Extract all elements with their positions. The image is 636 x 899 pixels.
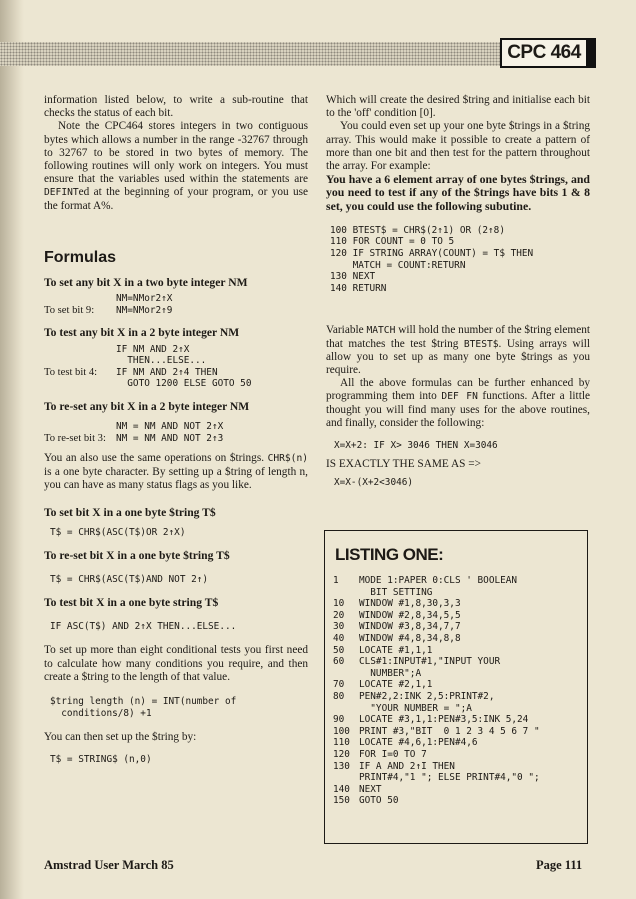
line-number: 1 (333, 575, 339, 586)
line-code: PEN#2,2:INK 2,5:PRINT#2, "YOUR NUMBER = ";A (359, 690, 495, 714)
listing-line (333, 691, 579, 714)
line-number: 120 (333, 748, 350, 760)
create-paragraph: Which will create the desired $tring and initialise each bit to the 'off' condition [0]. (326, 94, 590, 120)
integer-paragraph (44, 120, 308, 212)
formula-title: To set any bit X in a two byte integer NM (44, 276, 248, 290)
line-code: CLS#1:INPUT#1,"INPUT YOUR NUMBER";A (359, 656, 501, 679)
text-span: . Using arrays will allow you to set up as many one byte $trings as you require. (326, 337, 590, 376)
formula-label (44, 293, 116, 305)
formula-code: T$ = CHR$(ASC(T$)AND NOT 2↑) (50, 574, 209, 585)
line-number: 60 (333, 656, 345, 668)
formula-row (44, 367, 308, 390)
text-span: will hold the number of the $tring element that matches the test $tring (326, 324, 590, 350)
formula-code: NM=NMor2↑X (116, 293, 173, 305)
line-code: LOCATE #1,1,1 (359, 644, 433, 656)
line-number: 80 (333, 690, 345, 702)
inline-code: CHR$(n) (267, 453, 308, 465)
boolean-code: X=X-(X+2<3046) (334, 476, 414, 488)
bold-paragraph: You have a 6 element array of one bytes $trings, and you need to test if any of the $trings have bits 1 & 8 set, you could use the following subutine. (326, 172, 590, 213)
length-code: $tring length (n) = INT(number of conditions/8) +1 (50, 696, 237, 719)
line-code: GOTO 50 (359, 795, 399, 807)
clamp-code: X=X+2: IF X> 3046 THEN X=3046 (334, 440, 498, 452)
line-code: WINDOW #1,8,30,3,3 (359, 598, 461, 610)
listing-line (333, 784, 579, 796)
listing-line (333, 737, 579, 749)
page-edge-shadow (0, 0, 24, 899)
listing-line (333, 621, 579, 633)
listing-line (333, 656, 579, 679)
line-code: LOCATE #2,1,1 (359, 679, 433, 691)
line-number: 150 (333, 795, 350, 807)
listing-box (324, 530, 588, 844)
line-number: 90 (333, 714, 345, 726)
listing-title: LISTING ONE: (335, 545, 444, 564)
line-code: LOCATE #4,6,1:PEN#4,6 (359, 737, 478, 749)
text-span: All the above formulas can be further enhanced by programming them into (326, 377, 590, 403)
formula-row (44, 305, 308, 317)
formula-label: To re-set bit 3: (44, 432, 106, 444)
line-code: WINDOW #4,8,34,8,8 (359, 632, 461, 644)
formula-code: IF NM AND 2↑X THEN...ELSE... (116, 343, 207, 367)
formula-label: To test bit 4: (44, 366, 98, 378)
line-number: 50 (333, 644, 345, 656)
formula-code: IF NM AND 2↑4 THEN GOTO 1200 ELSE GOTO 50 (116, 366, 252, 390)
formula-code: NM=NMor2↑9 (116, 304, 173, 316)
text-span: You an also use the same operations on $trings. (44, 452, 268, 465)
line-number: 130 (333, 760, 350, 772)
strings-paragraph (44, 452, 308, 492)
listing-line (333, 645, 579, 657)
inline-code: DEF FN (441, 391, 478, 403)
match-paragraph (326, 324, 590, 377)
formula-code: T$ = CHR$(ASC(T$)OR 2↑X) (50, 527, 186, 539)
intro-paragraph: information listed below, to write a sub-routine that checks the status of each bit. (44, 94, 308, 120)
line-code: FOR I=0 TO 7 (359, 748, 427, 760)
line-number: 20 (333, 609, 345, 621)
text-span: is a one byte character. By setting up a $tring of length n, you can have as many status flags as you like. (44, 465, 308, 491)
listing-line (333, 749, 579, 761)
formula-title: To set bit X in a one byte $tring T$ (44, 506, 216, 519)
deffn-paragraph (326, 377, 590, 430)
formula-row (44, 421, 308, 433)
inline-code: MATCH (366, 325, 396, 337)
inline-code: DEFINT (44, 187, 79, 199)
line-code: WINDOW #3,8,34,7,7 (359, 621, 461, 633)
listing-code (333, 575, 579, 807)
line-code: LOCATE #3,1,1:PEN#3,5:INK 5,24 (359, 714, 529, 726)
same-as-label: IS EXACTLY THE SAME AS => (326, 457, 482, 470)
header-halftone-band (0, 42, 500, 66)
inline-code: BTEST$ (463, 338, 499, 350)
listing-line (333, 598, 579, 610)
formula-label (44, 421, 116, 433)
formula-label: To set bit 9: (44, 304, 95, 316)
array-paragraph: You could even set up your one byte $trings in a $tring array. This would make it possible to create a pattern of more than one bit and then test for the pattern throughout the array. For example: (326, 120, 590, 173)
line-code: WINDOW #2,8,34,5,5 (359, 609, 461, 621)
footer-page-number: Page 111 (536, 858, 583, 872)
formula-code: IF ASC(T$) AND 2↑X THEN...ELSE... (50, 620, 237, 632)
badge-shadow (588, 38, 596, 68)
formula-label (44, 344, 116, 367)
text-span: ed at the beginning of your program, or you use the format A%. (44, 186, 308, 212)
formulas-heading: Formulas (44, 248, 117, 266)
formula-title: To test any bit X in a 2 byte integer NM (44, 326, 240, 340)
listing-line (333, 633, 579, 645)
listing-line (333, 610, 579, 622)
listing-line (333, 761, 579, 784)
formula-row (44, 344, 308, 367)
formula-title: To re-set bit X in a one byte $tring T$ (44, 548, 230, 562)
listing-line (333, 575, 579, 598)
formula-row (44, 433, 308, 445)
listing-line (333, 795, 579, 807)
text-span: Variable (326, 324, 367, 337)
line-number: 40 (333, 632, 345, 644)
line-number: 140 (333, 783, 350, 795)
listing-line (333, 679, 579, 691)
line-number: 30 (333, 621, 345, 633)
conditions-paragraph: To set up more than eight conditional tests you first need to calculate how many conditions you require, and then create a $tring to the length of that value. (44, 644, 308, 683)
line-number: 100 (333, 725, 350, 737)
text-span: Note the CPC464 stores integers in two contiguous bytes which allows a number in the range -32767 through to 32767 to be stored in two bytes of memory. The following routines will only work on integers. You must ensure that the variables used within the statements are (44, 120, 308, 186)
setup-code: T$ = STRING$ (n,0) (50, 754, 152, 766)
line-number: 110 (333, 737, 350, 749)
listing-line (333, 714, 579, 726)
listing-line (333, 726, 579, 738)
line-code: NEXT (359, 783, 382, 795)
right-column (326, 94, 590, 488)
text-span: functions. After a little thought you will find many uses for the above routines, and finally, consider the following: (326, 390, 590, 429)
formula-title: To test bit X in a one byte string T$ (44, 595, 219, 609)
line-number: 70 (333, 679, 345, 691)
left-column (44, 94, 308, 766)
setup-paragraph: You can then set up the $tring by: (44, 731, 197, 744)
formula-code: NM = NM AND NOT 2↑3 (116, 432, 224, 444)
formula-code: NM = NM AND NOT 2↑X (116, 421, 224, 433)
subroutine-code: 100 BTEST$ = CHR$(2↑1) OR (2↑8) 110 FOR COUNT = 0 TO 5 120 IF STRING ARRAY(COUNT) = T$ THEN MATCH = COUNT:RETURN 130 NEXT 140 RETURN (330, 224, 534, 294)
formula-title: To re-set any bit X in a 2 byte integer NM (44, 400, 250, 413)
line-number: 10 (333, 598, 345, 610)
line-code: MODE 1:PAPER 0:CLS ' BOOLEAN BIT SETTING (359, 575, 518, 598)
line-code: IF A AND 2↑I THEN PRINT#4,"1 "; ELSE PRINT#4,"0 "; (359, 760, 540, 784)
section-badge: CPC 464 (500, 38, 588, 68)
formula-row (44, 293, 308, 305)
footer-magazine: Amstrad User March 85 (44, 858, 174, 872)
line-code: PRINT #3,"BIT 0 1 2 3 4 5 6 7 " (359, 725, 540, 737)
